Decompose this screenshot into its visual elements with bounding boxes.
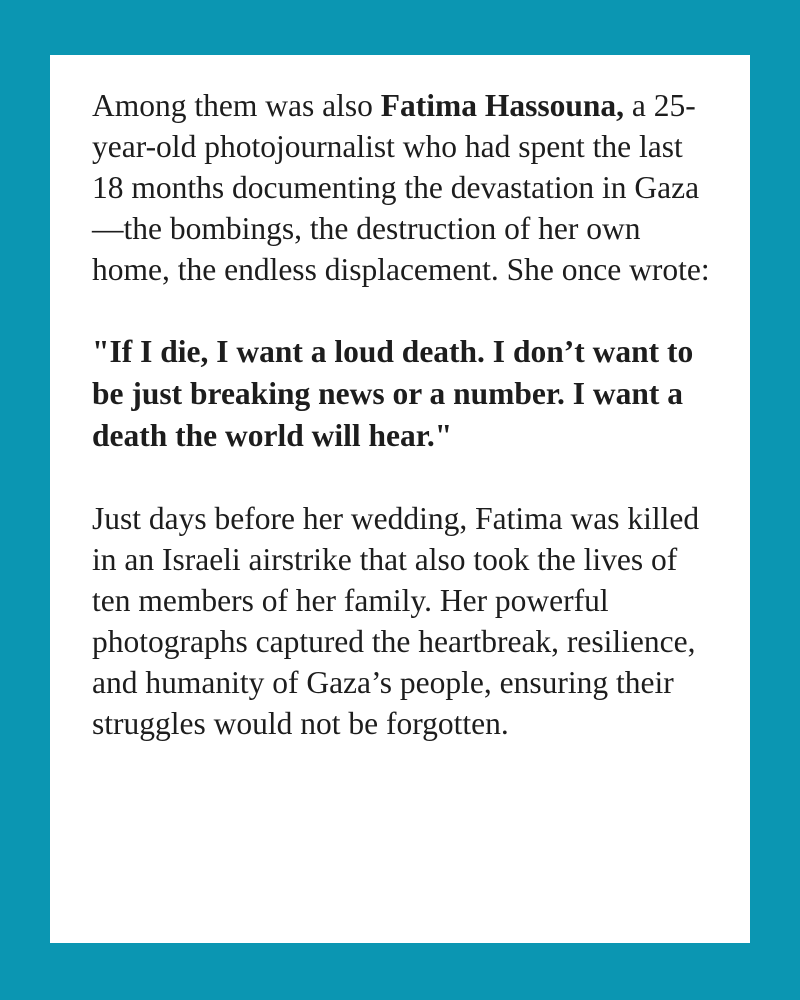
intro-lead-text: Among them was also	[92, 88, 381, 123]
intro-body-text: a 25-year-old photojournalist who had spent the last 18 months documenting the devastation in Gaza—the bombings, the destruction of her own home, the endless displacement. She once wrote:	[92, 88, 710, 287]
intro-paragraph	[92, 85, 720, 290]
closing-paragraph: Just days before her wedding, Fatima was killed in an Israeli airstrike that also took the lives of ten members of her family. Her powerful photographs captured the heartbreak, resilience, and humanity of Gaza’s people, ensuring their struggles would not be forgotten.	[92, 501, 700, 741]
text-card	[50, 55, 750, 943]
subject-name: Fatima Hassouna,	[380, 88, 624, 123]
quote-paragraph: "If I die, I want a loud death. I don’t want to be just breaking news or a number. I want a death the world will hear."	[92, 334, 694, 453]
